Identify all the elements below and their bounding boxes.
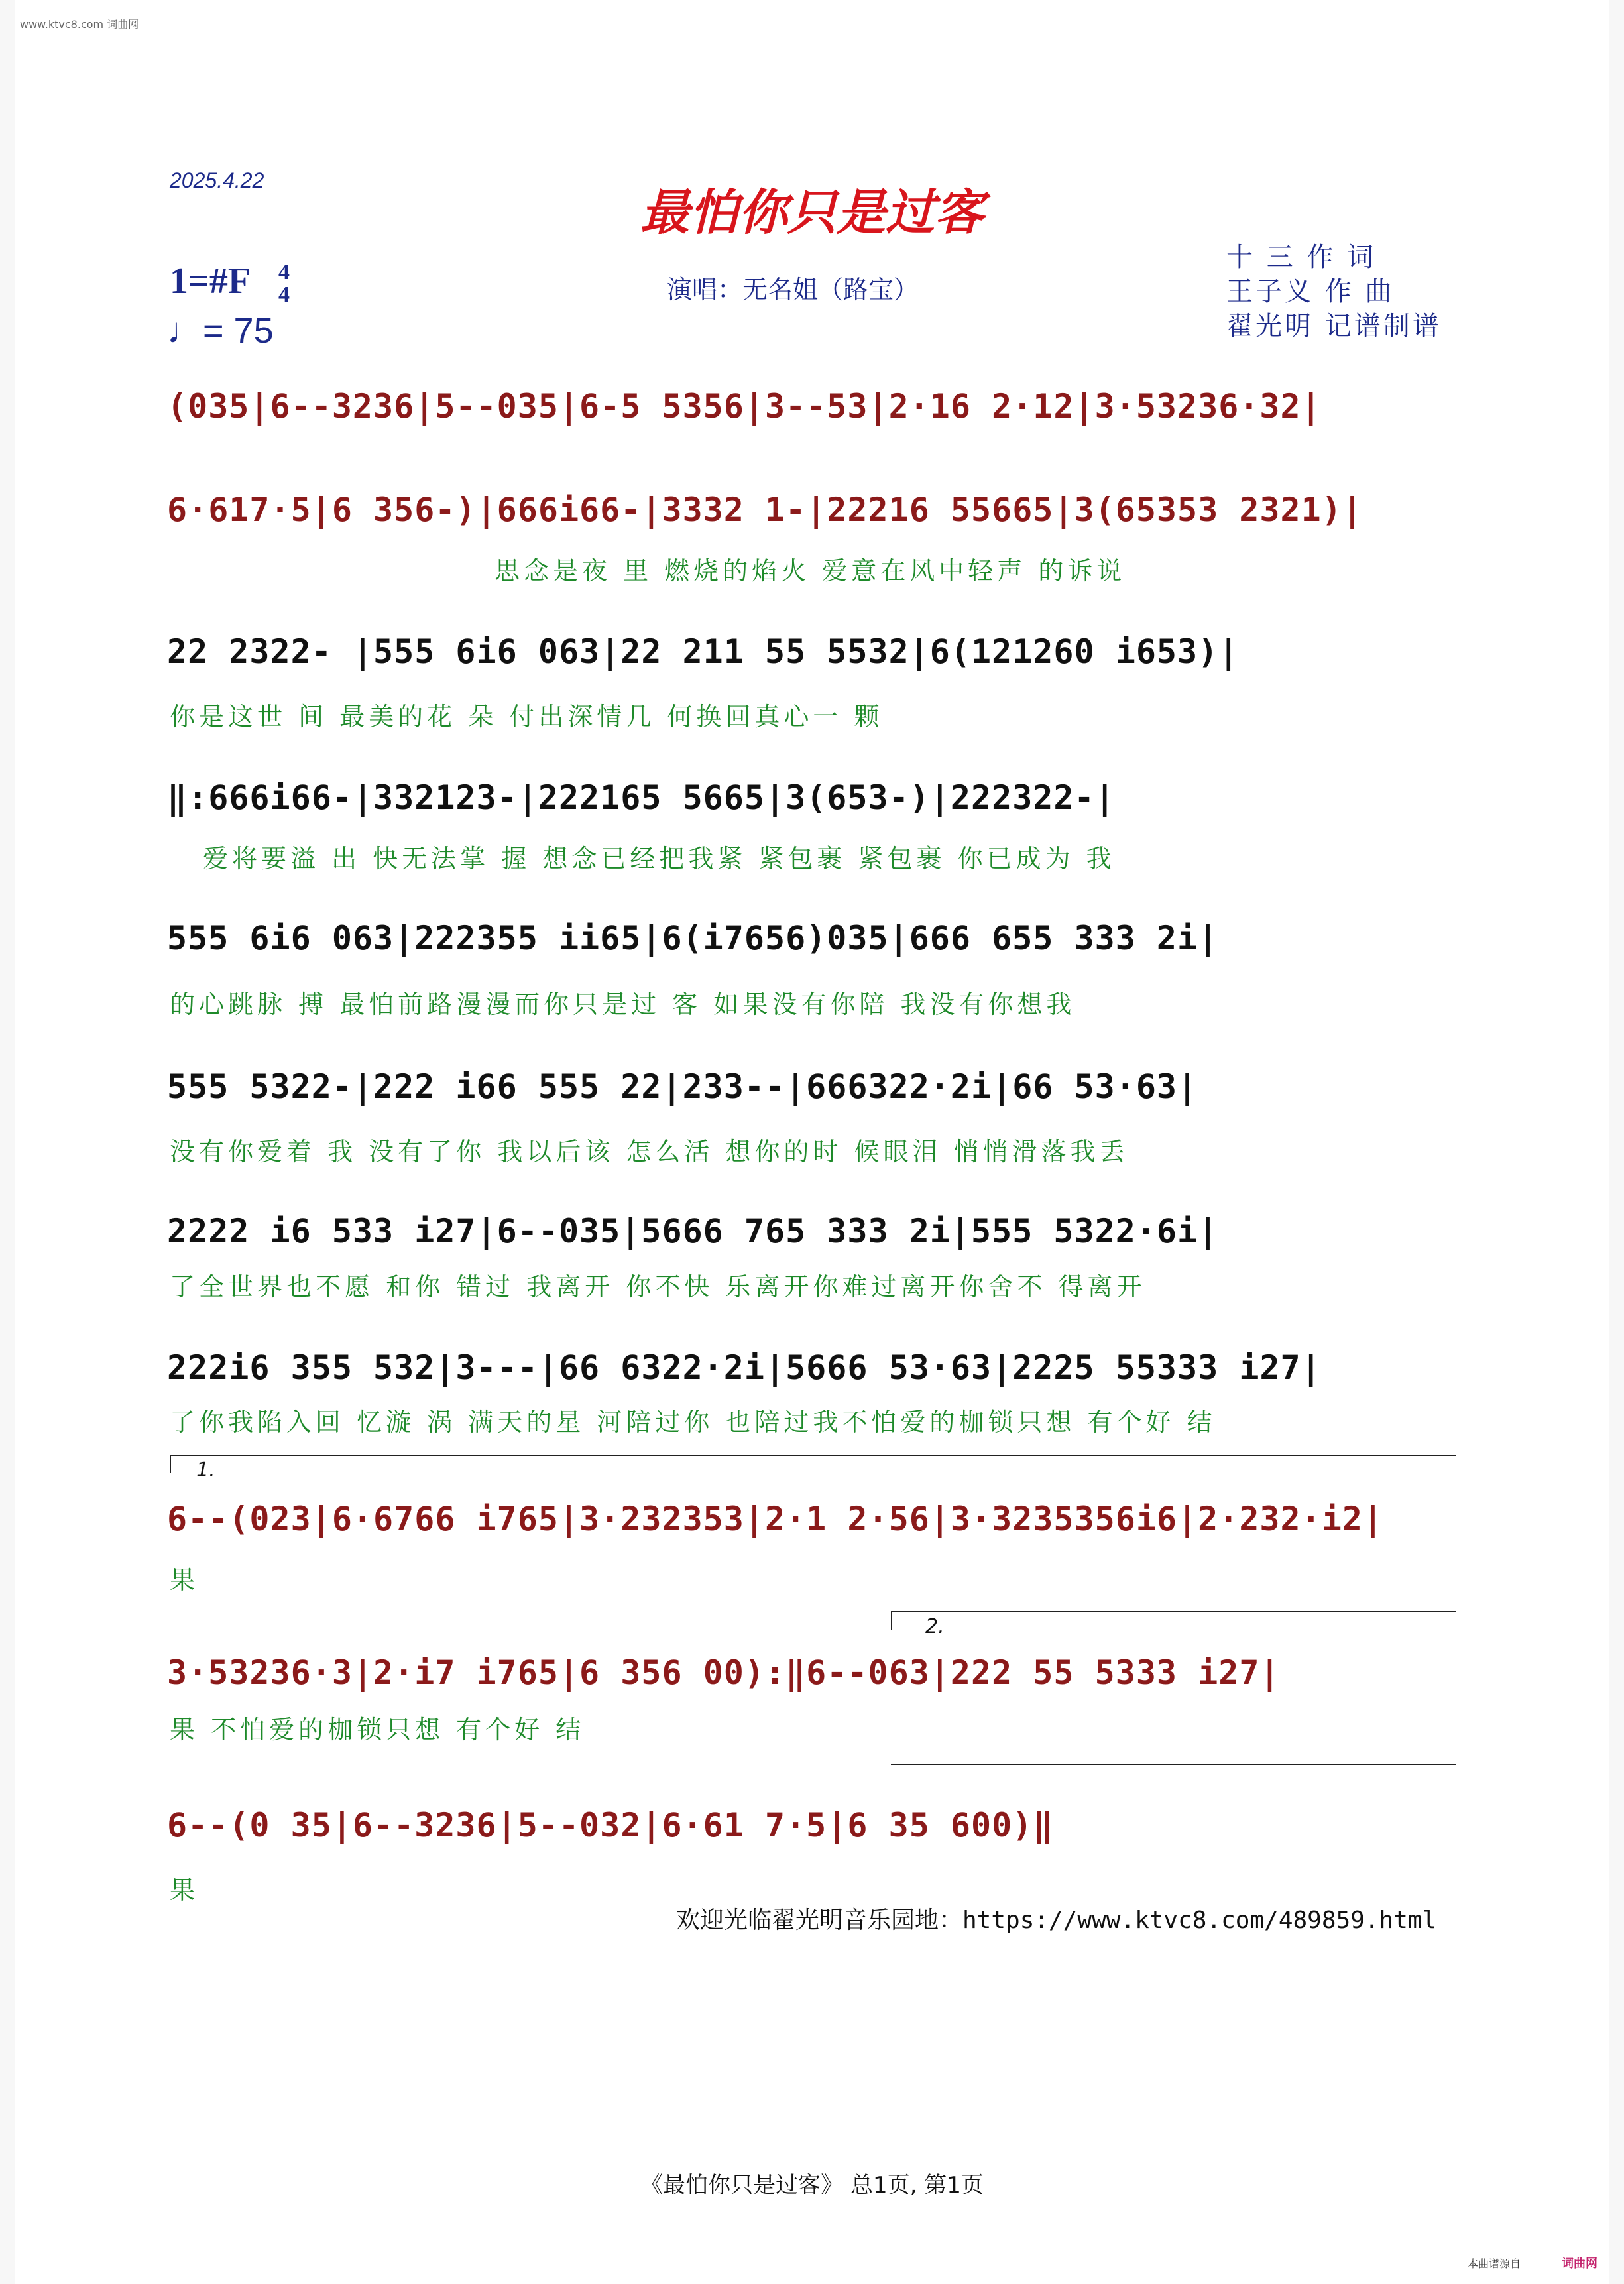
score-line-10: 3·53236·3|2·i7 i765|6 356 00):‖6--063|222 55 5333 i27| (167, 1653, 1281, 1692)
key-signature: 1=#F (170, 261, 251, 302)
score-line-11: 6--(0 35|6--3236|5--032|6·61 7·5|6 35 600)‖ (167, 1806, 1054, 1844)
lyric-line-10: 果 不怕爱的枷锁只想 有个好 结 (170, 1715, 585, 1744)
score-line-7: 2222 i6 533 i27|6--035|5666 765 333 2i|555 5322·6i| (167, 1212, 1219, 1250)
page-footer: 《最怕你只是过客》 总1页, 第1页 (640, 2172, 984, 2198)
tempo: ♩= 75 (167, 311, 274, 351)
credit-composer: 王子义 作 曲 (1226, 276, 1395, 307)
singer: 演唱：无名姐（路宝） (667, 275, 919, 304)
site-logo: 词曲网 (1562, 2257, 1597, 2271)
score-line-8: 222i6 355 532|3---|66 6322·2i|5666 53·63|2225 55333 i27| (167, 1349, 1322, 1387)
song-title: 最怕你只是过客 (640, 185, 984, 240)
ending-2-label: 2. (925, 1615, 945, 1638)
lyric-line-4: 爱将要溢 出 快无法掌 握 想念已经把我紧 紧包裹 紧包裹 你已成为 我 (203, 844, 1116, 873)
score-line-6: 555 5322-|222 i66 555 22|233--|666322·2i|66 53·63| (167, 1067, 1198, 1106)
lyric-line-8: 了你我陷入回 忆漩 涡 满天的星 河陪过你 也陪过我不怕爱的枷锁只想 有个好 结 (170, 1408, 1216, 1437)
ending-1-bracket-tick (170, 1455, 171, 1473)
source-note: 本曲谱源自 (1468, 2257, 1521, 2270)
score-line-1: (035|6--3236|5--035|6-5 5356|3--53|2·16 2·12|3·53236·32| (167, 387, 1322, 426)
ending-2-bracket-tick (891, 1611, 892, 1630)
welcome-link-text: 欢迎光临翟光明音乐园地：https://www.ktvc8.com/489859.html (676, 1907, 1437, 1934)
score-line-3: 22 2322- |555 6i6 063|22 211 55 5532|6(121260 i653)| (167, 632, 1240, 671)
credit-lyricist: 十 三 作 词 (1226, 242, 1377, 272)
meter-top: 4 (278, 260, 290, 284)
score-line-9: 6--(023|6·6766 i765|3·232353|2·1 2·56|3·3235356i6|2·232·i2| (167, 1500, 1384, 1538)
lyric-line-2: 思念是夜 里 燃烧的焰火 爱意在风中轻声 的诉说 (494, 556, 1126, 585)
meter-bottom: 4 (278, 282, 290, 307)
lyric-line-6: 没有你爱着 我 没有了你 我以后该 怎么活 想你的时 候眼泪 悄悄滑落我丢 (170, 1137, 1129, 1166)
lyric-line-5: 的心跳脉 搏 最怕前路漫漫而你只是过 客 如果没有你陪 我没有你想我 (170, 990, 1076, 1019)
time-signature (278, 261, 290, 306)
ending-2-bracket (891, 1611, 1456, 1612)
left-margin-strip (0, 0, 15, 2284)
ending-1-label: 1. (196, 1459, 215, 1482)
lyric-line-3: 你是这世 间 最美的花 朵 付出深情几 何换回真心一 颗 (170, 702, 884, 731)
score-line-2: 6·617·5|6 356-)|666i66-|3332 1-|22216 55665|3(65353 2321)| (167, 491, 1363, 529)
ending-1-bracket (170, 1455, 1456, 1456)
coda-bracket (891, 1764, 1456, 1765)
lyric-line-9: 果 (170, 1565, 200, 1594)
score-line-4: ‖:666i66-|332123-|222165 5665|3(653-)|222322-| (167, 778, 1116, 817)
credit-transcriber: 翟光明 记谱制谱 (1226, 311, 1442, 341)
date: 2025.4.22 (170, 168, 264, 192)
right-margin-strip (1609, 0, 1624, 2284)
lyric-line-7: 了全世界也不愿 和你 错过 我离开 你不快 乐离开你难过离开你舍不 得离开 (170, 1272, 1146, 1301)
site-header: www.ktvc8.com 词曲网 (20, 18, 139, 30)
lyric-line-11: 果 (170, 1876, 200, 1905)
score-line-5: 555 6i6 063|222355 ii65|6(i7656)035|666 655 333 2i| (167, 919, 1219, 957)
